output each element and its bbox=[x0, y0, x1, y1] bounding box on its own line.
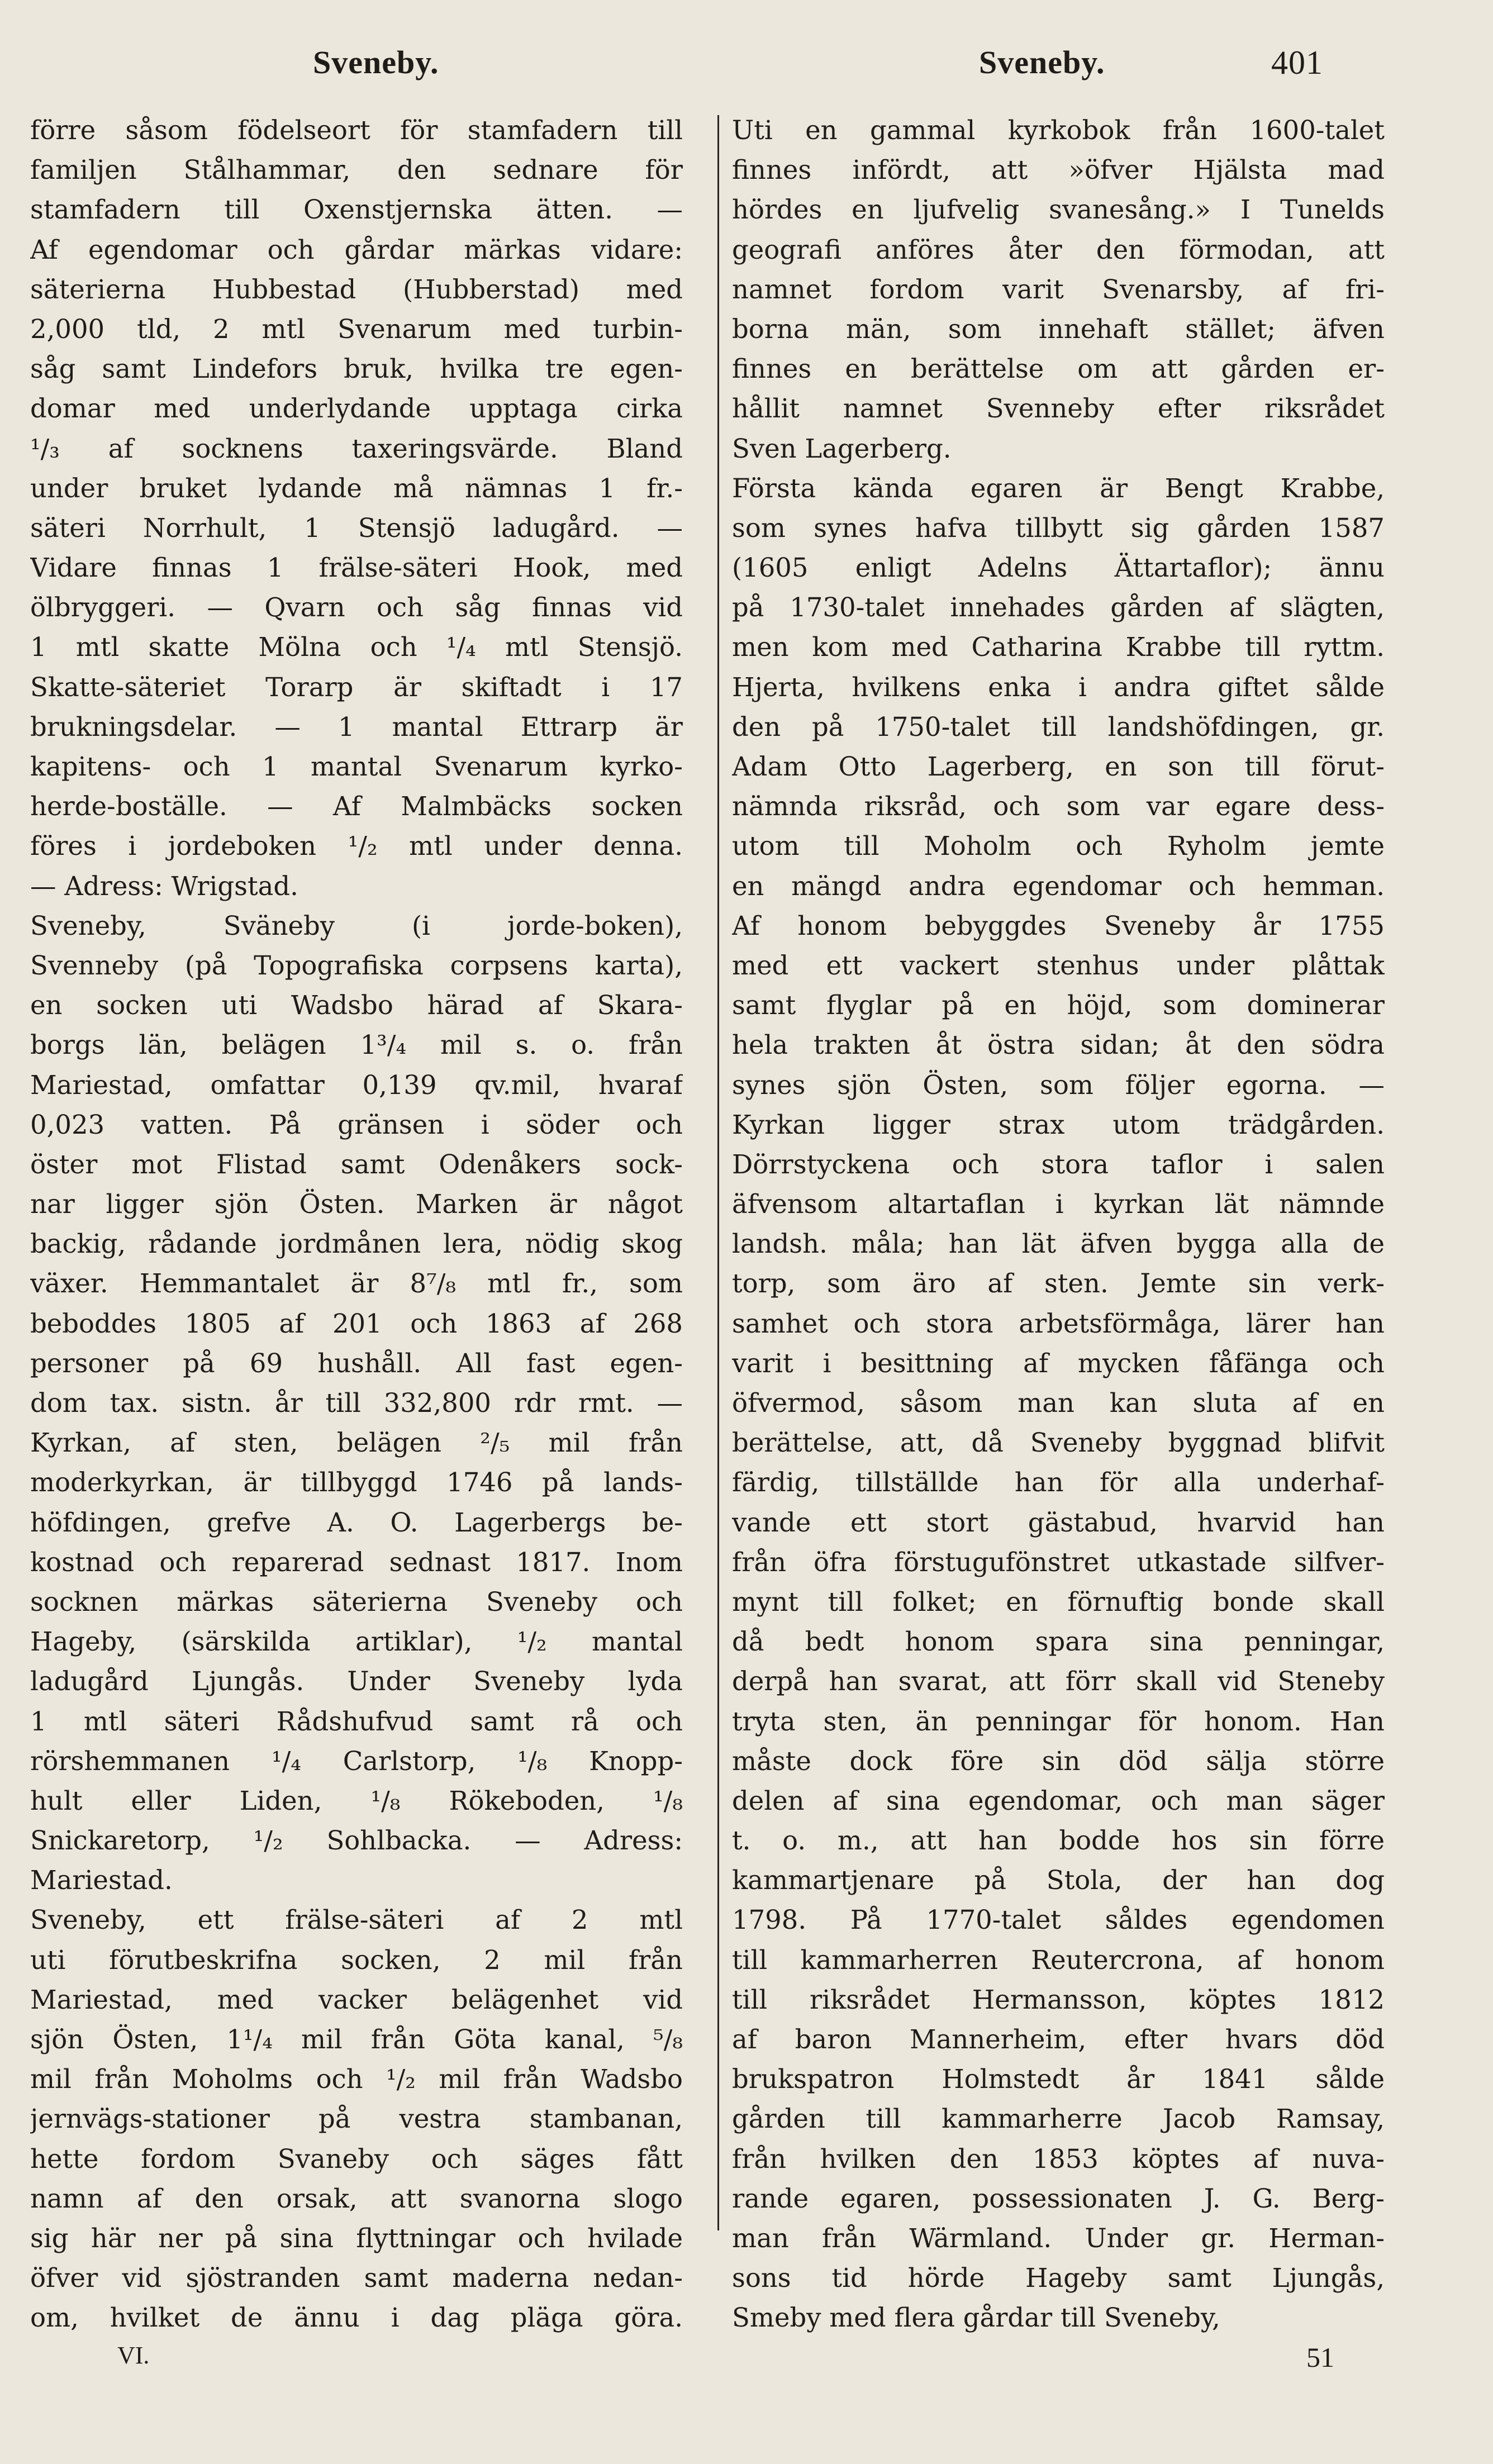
text-line: 2,000 tld, 2 mtl Svenarum med turbin- bbox=[30, 313, 683, 344]
text-line: såg samt Lindefors bruk, hvilka tre egen- bbox=[30, 354, 683, 384]
text-line: samhet och stora arbetsförmåga, lärer han bbox=[732, 1308, 1385, 1339]
text-line: mil från Moholms och ¹/₂ mil från Wadsbo bbox=[30, 2064, 683, 2095]
column-divider bbox=[717, 115, 719, 2230]
text-line: geografi anföres åter den förmodan, att bbox=[732, 234, 1385, 265]
text-line: uti förutbeskrifna socken, 2 mil från bbox=[30, 1944, 683, 1975]
text-line: Smeby med flera gårdar till Sveneby, bbox=[732, 2303, 1220, 2333]
text-line: 0,023 vatten. På gränsen i söder och bbox=[30, 1109, 683, 1140]
text-line: Sveneby, ett frälse-säteri af 2 mtl bbox=[30, 1905, 683, 1935]
text-line: till riksrådet Hermansson, köptes 1812 bbox=[732, 1984, 1385, 2015]
text-line: personer på 69 hushåll. All fast egen- bbox=[30, 1348, 683, 1378]
text-line: herde-boställe. — Af Malmbäcks socken bbox=[30, 791, 683, 822]
text-line: synes sjön Östen, som följer egorna. — bbox=[732, 1069, 1385, 1100]
text-line: föres i jordeboken ¹/₂ mtl under denna. bbox=[30, 831, 683, 862]
signature-mark: VI. bbox=[117, 2342, 150, 2369]
text-line: måste dock före sin död sälja större bbox=[732, 1745, 1385, 1776]
text-line: jernvägs-stationer på vestra stambanan, bbox=[30, 2104, 683, 2134]
text-line: gården till kammarherre Jacob Ramsay, bbox=[732, 2104, 1385, 2134]
text-line: sons tid hörde Hageby samt Ljungås, bbox=[732, 2263, 1385, 2294]
text-line: finnes infördt, att »öfver Hjälsta mad bbox=[732, 155, 1385, 185]
text-line: 1 mtl säteri Rådshufvud samt rå och bbox=[30, 1706, 683, 1737]
page-number: 401 bbox=[1271, 44, 1323, 81]
text-line: från hvilken den 1853 köptes af nuva- bbox=[732, 2143, 1385, 2174]
text-line: Sveneby, Sväneby (i jorde-boken), bbox=[30, 910, 683, 941]
text-line: om, hvilket de ännu i dag pläga göra. bbox=[30, 2303, 683, 2333]
text-line: från öfra förstugufönstret utkastade silfver- bbox=[732, 1547, 1385, 1577]
text-line: beboddes 1805 af 201 och 1863 af 268 bbox=[30, 1308, 683, 1339]
text-line: moderkyrkan, är tillbyggd 1746 på lands- bbox=[30, 1467, 683, 1498]
text-line: tryta sten, än penningar för honom. Han bbox=[732, 1706, 1385, 1737]
text-line: finnes en berättelse om att gården er- bbox=[732, 354, 1385, 384]
text-line: till kammarherren Reutercrona, af honom bbox=[732, 1944, 1385, 1975]
running-head-left: Sveneby. bbox=[313, 44, 439, 80]
text-line: kapitens- och 1 mantal Svenarum kyrko- bbox=[30, 751, 683, 782]
text-line: höfdingen, grefve A. O. Lagerbergs be- bbox=[30, 1507, 683, 1538]
text-line: Hageby, (särskilda artiklar), ¹/₂ mantal bbox=[30, 1626, 683, 1657]
text-line: namn af den orsak, att svanorna slogo bbox=[30, 2183, 683, 2214]
text-line: mynt till folket; en förnuftig bonde skall bbox=[732, 1586, 1385, 1617]
text-line: Af honom bebyggdes Sveneby år 1755 bbox=[732, 910, 1385, 941]
text-line: Mariestad. bbox=[30, 1865, 173, 1896]
text-line: Uti en gammal kyrkobok från 1600-talet bbox=[732, 115, 1385, 145]
text-line: Dörrstyckena och stora taflor i salen bbox=[732, 1149, 1385, 1179]
sheet-number: 51 bbox=[1306, 2342, 1334, 2373]
text-line: Första kända egaren är Bengt Krabbe, bbox=[732, 473, 1385, 503]
text-line: öster mot Flistad samt Odenåkers sock- bbox=[30, 1149, 683, 1179]
text-line: ölbryggeri. — Qvarn och såg finnas vid bbox=[30, 592, 683, 623]
text-line: dom tax. sistn. år till 332,800 rdr rmt. — bbox=[30, 1388, 683, 1418]
text-line: backig, rådande jordmånen lera, nödig skog bbox=[30, 1229, 683, 1259]
text-line: 1 mtl skatte Mölna och ¹/₄ mtl Stensjö. bbox=[30, 632, 683, 663]
text-line: öfvermod, såsom man kan sluta af en bbox=[732, 1388, 1385, 1418]
text-line: kostnad och reparerad sednast 1817. Inom bbox=[30, 1547, 683, 1577]
text-line: färdig, tillställde han för alla underhaf- bbox=[732, 1467, 1385, 1498]
running-head-right: Sveneby. bbox=[979, 44, 1105, 80]
text-line: Af egendomar och gårdar märkas vidare: bbox=[30, 234, 683, 265]
text-line: men kom med Catharina Krabbe till ryttm. bbox=[732, 632, 1385, 663]
text-line: brukningsdelar. — 1 mantal Ettrarp är bbox=[30, 711, 683, 742]
text-line: Hjerta, hvilkens enka i andra giftet sålde bbox=[732, 672, 1385, 702]
text-line: äfvensom altartaflan i kyrkan lät nämnde bbox=[732, 1189, 1385, 1220]
text-line: Skatte-säteriet Torarp är skiftadt i 17 bbox=[30, 672, 683, 702]
text-line: på 1730-talet innehades gården af slägten, bbox=[732, 592, 1385, 623]
text-line: domar med underlydande upptaga cirka bbox=[30, 393, 683, 424]
text-line: socknen märkas säterierna Sveneby och bbox=[30, 1586, 683, 1617]
right-column bbox=[732, 111, 1385, 2338]
text-line: hette fordom Svaneby och säges fått bbox=[30, 2143, 683, 2174]
text-line: under bruket lydande må nämnas 1 fr.- bbox=[30, 473, 683, 503]
text-line: stamfadern till Oxenstjernska ätten. — bbox=[30, 194, 683, 225]
text-line: berättelse, att, då Sveneby byggnad blifvit bbox=[732, 1428, 1385, 1458]
text-line: 1798. På 1770-talet såldes egendomen bbox=[732, 1905, 1385, 1935]
text-line: familjen Stålhammar, den sednare för bbox=[30, 155, 683, 185]
text-line: som synes hafva tillbytt sig gården 1587 bbox=[732, 512, 1385, 543]
text-line: borna män, som innehaft stället; äfven bbox=[732, 313, 1385, 344]
text-line: nämnda riksråd, och som var egare dess- bbox=[732, 791, 1385, 822]
text-line: nar ligger sjön Östen. Marken är något bbox=[30, 1189, 683, 1220]
text-line: kammartjenare på Stola, der han dog bbox=[732, 1865, 1385, 1896]
text-line: delen af sina egendomar, och man säger bbox=[732, 1785, 1385, 1816]
text-line: man från Wärmland. Under gr. Herman- bbox=[732, 2223, 1385, 2253]
left-column bbox=[30, 111, 683, 2338]
text-line: förre såsom födelseort för stamfadern till bbox=[30, 115, 683, 145]
text-line: med ett vackert stenhus under plåttak bbox=[732, 950, 1385, 981]
text-line: ladugård Ljungås. Under Sveneby lyda bbox=[30, 1666, 683, 1697]
text-line: hållit namnet Svenneby efter riksrådet bbox=[732, 393, 1385, 424]
text-line: den på 1750-talet till landshöfdingen, gr. bbox=[732, 711, 1385, 742]
text-line: vande ett stort gästabud, hvarvid han bbox=[732, 1507, 1385, 1538]
text-line: rande egaren, possessionaten J. G. Berg- bbox=[732, 2183, 1385, 2214]
text-line: rörshemmanen ¹/₄ Carlstorp, ¹/₈ Knopp- bbox=[30, 1745, 683, 1776]
text-line: öfver vid sjöstranden samt maderna nedan- bbox=[30, 2263, 683, 2294]
text-line: t. o. m., att han bodde hos sin förre bbox=[732, 1825, 1385, 1856]
text-line: hult eller Liden, ¹/₈ Rökeboden, ¹/₈ bbox=[30, 1785, 683, 1816]
text-line: Kyrkan ligger strax utom trädgården. bbox=[732, 1109, 1385, 1140]
text-line: varit i besittning af mycken fåfänga och bbox=[732, 1348, 1385, 1378]
text-line: borgs län, belägen 1³/₄ mil s. o. från bbox=[30, 1030, 683, 1060]
text-line: brukspatron Holmstedt år 1841 sålde bbox=[732, 2064, 1385, 2095]
text-line: af baron Mannerheim, efter hvars död bbox=[732, 2024, 1385, 2054]
text-line: säterierna Hubbestad (Hubberstad) med bbox=[30, 274, 683, 305]
text-line: torp, som äro af sten. Jemte sin verk- bbox=[732, 1268, 1385, 1299]
text-line: Sven Lagerberg. bbox=[732, 433, 952, 464]
text-line: — Adress: Wrigstad. bbox=[30, 871, 298, 901]
text-line: Vidare finnas 1 frälse-säteri Hook, med bbox=[30, 553, 683, 583]
text-line: landsh. måla; han lät äfven bygga alla de bbox=[732, 1229, 1385, 1259]
text-line: namnet fordom varit Svenarsby, af fri- bbox=[732, 274, 1385, 305]
text-line: derpå han svarat, att förr skall vid Steneby bbox=[732, 1666, 1385, 1697]
text-line: Mariestad, med vacker belägenhet vid bbox=[30, 1984, 683, 2015]
text-line: då bedt honom spara sina penningar, bbox=[732, 1626, 1385, 1657]
text-line: Kyrkan, af sten, belägen ²/₅ mil från bbox=[30, 1428, 683, 1458]
text-line: växer. Hemmantalet är 8⁷/₈ mtl fr., som bbox=[30, 1268, 683, 1299]
text-line: ¹/₃ af socknens taxeringsvärde. Bland bbox=[30, 433, 683, 464]
text-line: sjön Östen, 1¹/₄ mil från Göta kanal, ⁵/₈ bbox=[30, 2024, 683, 2054]
text-line: hördes en ljufvelig svanesång.» I Tunelds bbox=[732, 194, 1385, 225]
text-line: Svenneby (på Topografiska corpsens karta), bbox=[30, 950, 683, 981]
text-line: Snickaretorp, ¹/₂ Sohlbacka. — Adress: bbox=[30, 1825, 683, 1856]
text-line: (1605 enligt Adelns Ättartaflor); ännu bbox=[732, 553, 1385, 583]
text-line: hela trakten åt östra sidan; åt den södra bbox=[732, 1030, 1385, 1060]
text-line: Mariestad, omfattar 0,139 qv.mil, hvaraf bbox=[30, 1069, 683, 1100]
text-line: utom till Moholm och Ryholm jemte bbox=[732, 831, 1385, 862]
text-line: sig här ner på sina flyttningar och hvilade bbox=[30, 2223, 683, 2253]
text-line: samt flyglar på en höjd, som dominerar bbox=[732, 990, 1385, 1021]
text-line: en socken uti Wadsbo härad af Skara- bbox=[30, 990, 683, 1021]
text-line: Adam Otto Lagerberg, en son till förut- bbox=[732, 751, 1385, 782]
text-line: säteri Norrhult, 1 Stensjö ladugård. — bbox=[30, 512, 683, 543]
text-line: en mängd andra egendomar och hemman. bbox=[732, 871, 1385, 901]
